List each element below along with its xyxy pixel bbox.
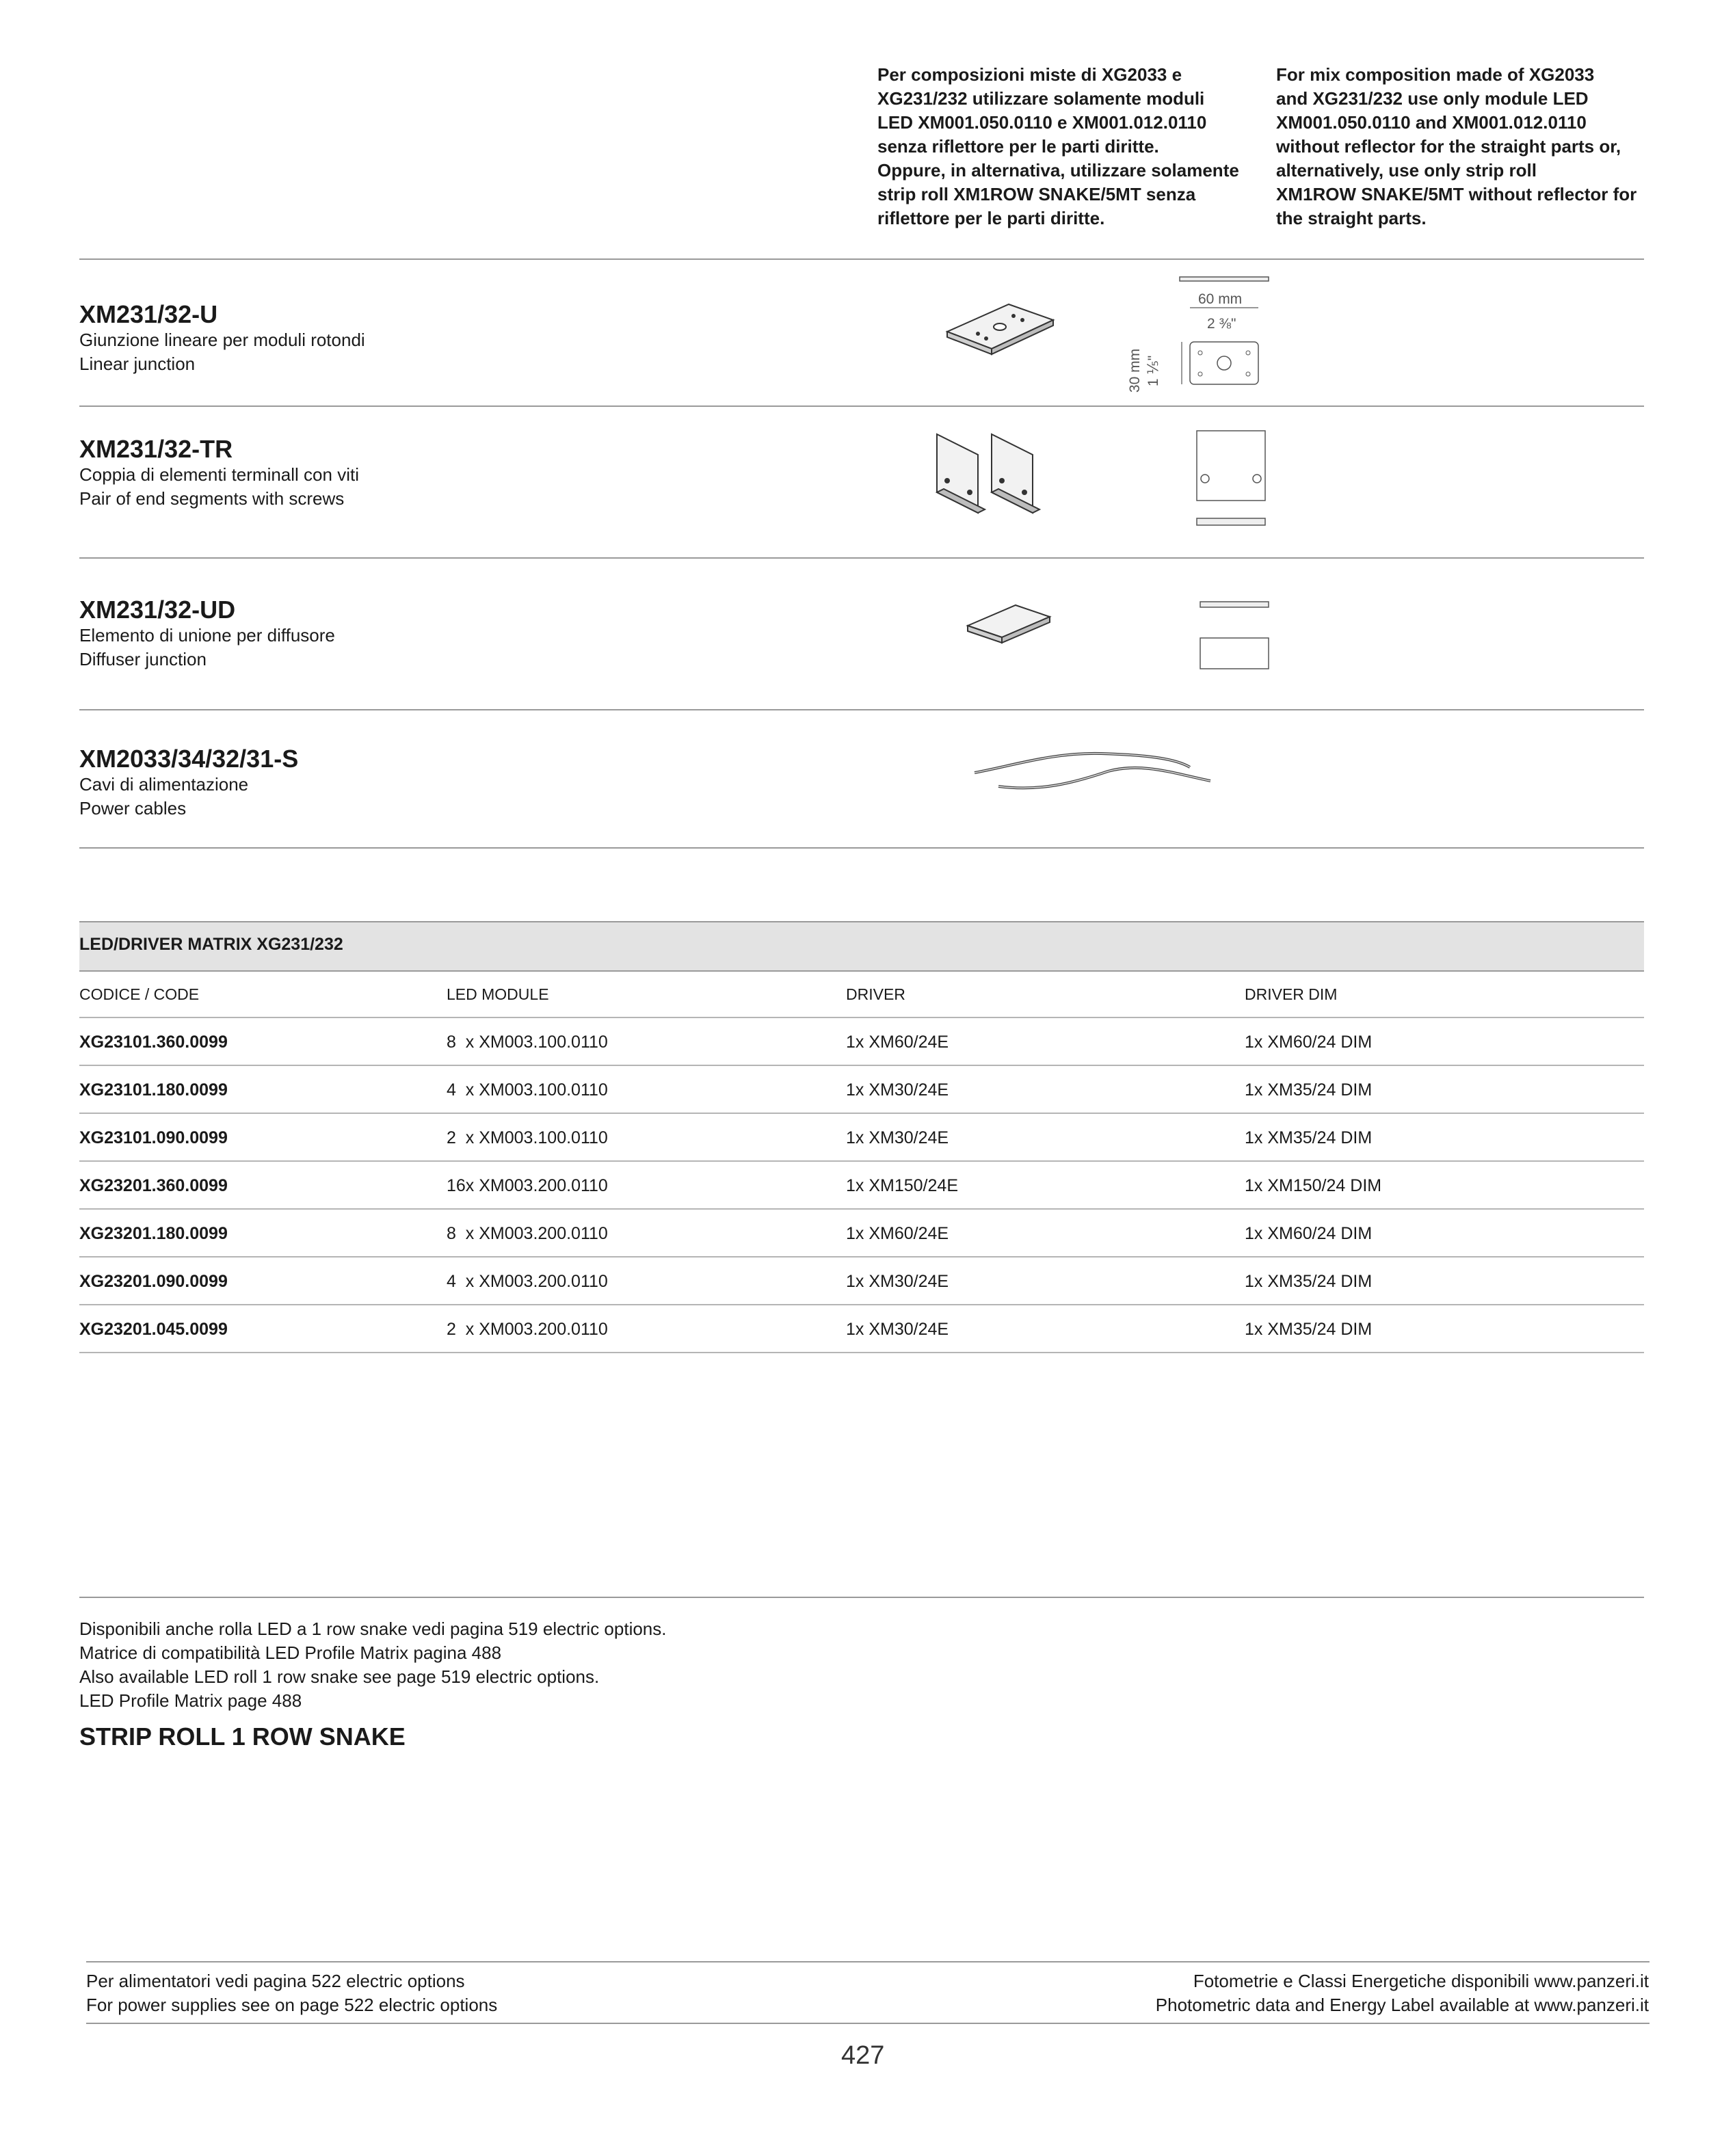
- driver-cell: 1x XM30/24E: [846, 1272, 949, 1291]
- driver-cell: 1x XM150/24E: [846, 1176, 958, 1195]
- led-module-cell: 8 x XM003.100.0110: [447, 1033, 608, 1052]
- divider: [79, 405, 1644, 407]
- driver-dim-cell: 1x XM35/24 DIM: [1245, 1128, 1373, 1147]
- accessory-desc-it: Cavi di alimentazione: [79, 774, 249, 795]
- driver-dim-cell: 1x XM60/24 DIM: [1245, 1033, 1373, 1052]
- accessory-code: XM2033/34/32/31-S: [79, 745, 299, 773]
- code-cell: XG23101.090.0099: [79, 1128, 228, 1147]
- code-cell: XG23101.360.0099: [79, 1033, 228, 1052]
- strip-roll-note: LED Profile Matrix page 488: [79, 1690, 302, 1711]
- divider: [79, 847, 1644, 849]
- mix-note-italian: Per composizioni miste di XG2033 e XG231/232 utilizzare solamente moduli LED XM001.050.0110 e XM001.012.0110 senza riflettore per le parti diritte. Oppure, in alternativa, utilizzare solamente strip roll XM1ROW SNAKE/5MT senza riflettore per le parti diritte.: [877, 64, 1239, 228]
- matrix-header-row: [79, 970, 1644, 1018]
- footer-photometric-en: Photometric data and Energy Label available at www.panzeri.it: [1155, 1995, 1649, 2015]
- dim-width-in: 2 ⅜": [1207, 316, 1236, 332]
- table-row: [79, 1210, 1644, 1257]
- footer-photometric-it: Fotometrie e Classi Energetiche disponibili www.panzeri.it: [1193, 1971, 1649, 1991]
- accessory-desc-en: Power cables: [79, 798, 187, 819]
- driver-cell: 1x XM30/24E: [846, 1128, 949, 1147]
- code-cell: XG23201.180.0099: [79, 1224, 228, 1243]
- strip-roll-note: Disponibili anche rolla LED a 1 row snake vedi pagina 519 electric options.: [79, 1619, 667, 1639]
- code-cell: XG23201.360.0099: [79, 1176, 228, 1195]
- code-cell: XG23101.180.0099: [79, 1080, 228, 1100]
- driver-cell: 1x XM60/24E: [846, 1224, 949, 1243]
- table-row: [79, 1305, 1644, 1353]
- table-row: [79, 1018, 1644, 1066]
- led-module-cell: 2 x XM003.100.0110: [447, 1128, 608, 1147]
- end-segments-illustration: [930, 427, 1060, 523]
- code-cell: XG23201.090.0099: [79, 1272, 228, 1291]
- page-number: 427: [841, 2041, 885, 2070]
- dim-height-in: 1 ⅕": [1145, 355, 1162, 387]
- led-module-cell: 2 x XM003.200.0110: [447, 1320, 608, 1339]
- column-header: LED MODULE: [447, 985, 549, 1003]
- driver-cell: 1x XM30/24E: [846, 1080, 949, 1100]
- diffuser-junction-illustration: [964, 602, 1053, 650]
- strip-roll-note: Also available LED roll 1 row snake see page 519 electric options.: [79, 1666, 600, 1687]
- accessory-desc-it: Coppia di elementi terminall con viti: [79, 464, 359, 485]
- power-cables-illustration: [971, 745, 1217, 800]
- led-module-cell: 16x XM003.200.0110: [447, 1176, 608, 1195]
- divider: [79, 1597, 1644, 1598]
- code-cell: XG23201.045.0099: [79, 1320, 228, 1339]
- strip-roll-heading: STRIP ROLL 1 ROW SNAKE: [79, 1722, 406, 1751]
- end-segments-drawing: [1193, 427, 1269, 530]
- divider: [79, 557, 1644, 559]
- led-module-cell: 4 x XM003.200.0110: [447, 1272, 608, 1291]
- footer-power-supply-it: Per alimentatori vedi pagina 522 electric options: [86, 1971, 465, 1991]
- column-header: DRIVER DIM: [1245, 985, 1338, 1003]
- dim-width-mm: 60 mm: [1198, 291, 1243, 307]
- footer-top-rule: [86, 1961, 1650, 1962]
- driver-dim-cell: 1x XM35/24 DIM: [1245, 1272, 1373, 1291]
- matrix-title: LED/DRIVER MATRIX XG231/232: [79, 935, 343, 954]
- table-row: [79, 1066, 1644, 1114]
- accessory-desc-en: Diffuser junction: [79, 649, 207, 669]
- driver-dim-cell: 1x XM35/24 DIM: [1245, 1320, 1373, 1339]
- footer-bottom-rule: [86, 2023, 1650, 2024]
- driver-cell: 1x XM30/24E: [846, 1320, 949, 1339]
- accessory-desc-en: Linear junction: [79, 354, 196, 374]
- mix-note-english: For mix composition made of XG2033 and XG231/232 use only module LED XM001.050.0110 and XM001.012.0110 without reflector for the straight parts or, alternatively, use only strip roll XM1ROW SNAKE/5MT without reflector for the straight parts.: [1276, 64, 1637, 228]
- matrix-title-bar: [79, 921, 1644, 972]
- accessory-desc-it: Giunzione lineare per moduli rotondi: [79, 330, 365, 350]
- led-module-cell: 4 x XM003.100.0110: [447, 1080, 608, 1100]
- driver-dim-cell: 1x XM60/24 DIM: [1245, 1224, 1373, 1243]
- accessory-code: XM231/32-TR: [79, 435, 233, 463]
- linear-junction-illustration: [944, 301, 1060, 362]
- accessory-desc-en: Pair of end segments with screws: [79, 488, 345, 509]
- accessory-desc-it: Elemento di unione per diffusore: [79, 625, 335, 646]
- strip-roll-note: Matrice di compatibilità LED Profile Matrix pagina 488: [79, 1642, 502, 1663]
- driver-dim-cell: 1x XM35/24 DIM: [1245, 1080, 1373, 1100]
- table-row: [79, 1162, 1644, 1210]
- table-row: [79, 1257, 1644, 1305]
- led-module-cell: 8 x XM003.200.0110: [447, 1224, 608, 1243]
- accessory-code: XM231/32-U: [79, 300, 218, 328]
- driver-dim-cell: 1x XM150/24 DIM: [1245, 1176, 1382, 1195]
- driver-cell: 1x XM60/24E: [846, 1033, 949, 1052]
- table-row: [79, 1114, 1644, 1162]
- column-header: CODICE / CODE: [79, 985, 200, 1003]
- divider: [79, 258, 1644, 260]
- column-header: DRIVER: [846, 985, 905, 1003]
- accessory-code: XM231/32-UD: [79, 596, 236, 624]
- dim-height-mm: 30 mm: [1127, 348, 1143, 393]
- divider: [79, 709, 1644, 710]
- footer-power-supply-en: For power supplies see on page 522 electric options: [86, 1995, 498, 2015]
- diffuser-junction-drawing: [1197, 598, 1272, 674]
